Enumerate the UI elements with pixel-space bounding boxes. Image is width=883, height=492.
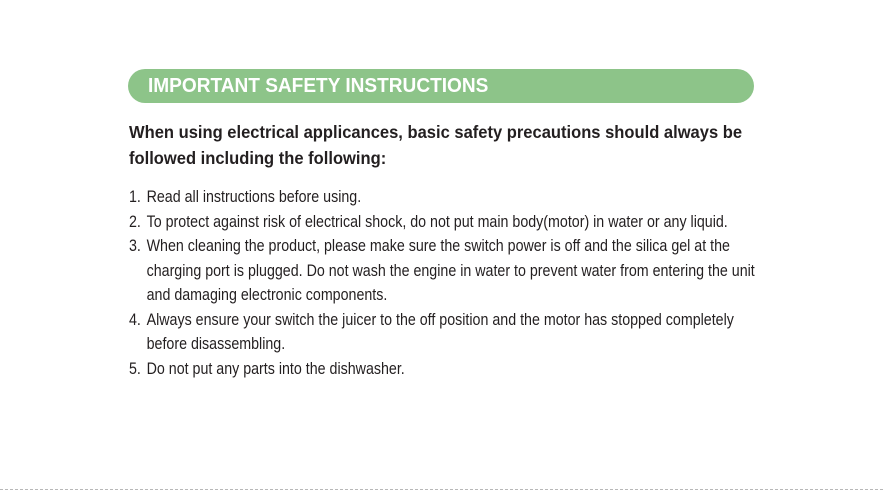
list-item bbox=[129, 357, 763, 382]
list-item bbox=[129, 308, 763, 357]
item-number: 2. bbox=[129, 212, 141, 231]
item-text: Read all instructions before using. bbox=[146, 188, 362, 206]
section-banner bbox=[128, 69, 754, 103]
list-item bbox=[129, 210, 763, 235]
item-text: To protect against risk of electrical shock, do not put main body(motor) in water or any liquid. bbox=[146, 212, 728, 231]
instruction-list bbox=[129, 185, 763, 381]
list-item bbox=[129, 234, 763, 308]
item-number: 1. bbox=[129, 188, 141, 206]
item-text: Always ensure your switch the juicer to the off position and the motor has stopped completely before disassembling. bbox=[146, 310, 734, 353]
intro-line-1: When using electrical applicances, basic safety precautions should always be bbox=[129, 122, 743, 142]
item-text: Do not put any parts into the dishwasher. bbox=[146, 359, 405, 378]
item-number: 3. bbox=[129, 237, 141, 255]
item-number: 4. bbox=[129, 310, 141, 329]
item-text: When cleaning the product, please make sure the switch power is off and the silica gel at the charging port is plugged. Do not wash the engine in water to prevent water from entering the unit and damaging electronic components. bbox=[146, 237, 755, 304]
intro-paragraph bbox=[129, 119, 761, 171]
item-number: 5. bbox=[129, 359, 141, 378]
section-title: IMPORTANT SAFETY INSTRUCTIONS bbox=[148, 74, 489, 97]
list-item bbox=[129, 185, 763, 210]
page-edge-divider bbox=[0, 489, 883, 490]
intro-line-2: followed including the following: bbox=[129, 148, 387, 168]
